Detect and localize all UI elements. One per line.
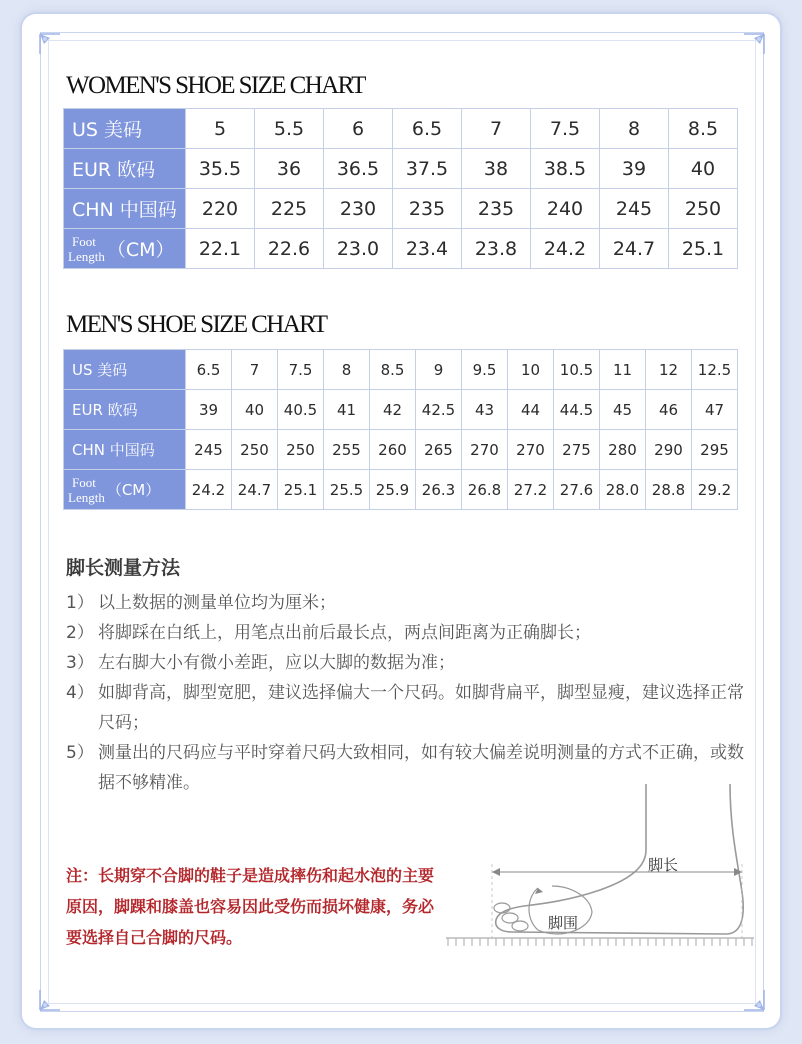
size-cell: 44.5: [554, 390, 600, 430]
size-cell: 38.5: [531, 149, 600, 189]
women-size-table: [63, 108, 738, 269]
size-cell: 27.2: [508, 470, 554, 510]
foot-word: Foot: [72, 233, 96, 249]
table-row: [64, 109, 738, 149]
table-row: [64, 229, 738, 269]
size-cell: 22.6: [255, 229, 324, 269]
size-cell: 46: [646, 390, 692, 430]
warning-note: 注：长期穿不合脚的鞋子是造成摔伤和起水泡的主要原因，脚踝和膝盖也容易因此受伤而损坏健康，务必要选择自己合脚的尺码。: [66, 866, 435, 947]
foot-length-label: 脚长: [648, 856, 679, 874]
size-cell: 7.5: [531, 109, 600, 149]
size-cell: 235: [393, 189, 462, 229]
corner-ornament-icon: [740, 30, 768, 58]
size-cell: 24.7: [600, 229, 669, 269]
size-cell: 28.0: [600, 470, 646, 510]
size-cell: 44: [508, 390, 554, 430]
size-cell: 23.0: [324, 229, 393, 269]
row-header: US 美码: [64, 350, 186, 390]
size-cell: 47: [692, 390, 738, 430]
length-word: Length: [68, 489, 105, 505]
size-cell: 12: [646, 350, 692, 390]
list-item: [66, 678, 746, 738]
size-cell: 39: [186, 390, 232, 430]
size-cell: 260: [370, 430, 416, 470]
men-chart-title: MEN'S SHOE SIZE CHART: [66, 311, 327, 338]
row-header: CHN 中国码: [64, 189, 186, 229]
size-cell: 250: [278, 430, 324, 470]
women-chart-title: WOMEN'S SHOE SIZE CHART: [66, 72, 365, 99]
size-cell: 8.5: [669, 109, 738, 149]
size-cell: 36.5: [324, 149, 393, 189]
size-cell: 9.5: [462, 350, 508, 390]
table-row: [64, 189, 738, 229]
foot-girth-label: 脚围: [548, 914, 579, 932]
size-cell: 235: [462, 189, 531, 229]
size-cell: 24.2: [186, 470, 232, 510]
table-row: [64, 470, 738, 510]
size-cell: 25.5: [324, 470, 370, 510]
size-cell: 8.5: [370, 350, 416, 390]
size-cell: 42.5: [416, 390, 462, 430]
size-cell: 28.8: [646, 470, 692, 510]
table-row: [64, 390, 738, 430]
size-cell: 22.1: [186, 229, 255, 269]
table-row: [64, 149, 738, 189]
size-cell: 225: [255, 189, 324, 229]
size-cell: 9: [416, 350, 462, 390]
size-cell: 6.5: [393, 109, 462, 149]
row-header: US 美码: [64, 109, 186, 149]
size-cell: 10.5: [554, 350, 600, 390]
size-cell: 40: [669, 149, 738, 189]
item-number: 4）: [66, 683, 94, 703]
item-text: 以上数据的测量单位均为厘米；: [98, 593, 336, 613]
item-text: 如脚背高，脚型宽肥，建议选择偏大一个尺码。如脚背扁平，脚型显瘦，建议选择正常尺码；: [98, 683, 744, 733]
table-row: [64, 430, 738, 470]
foot-measure-illustration: [440, 780, 760, 960]
item-text: 测量出的尺码应与平时穿着尺码大致相同，如有较大偏差说明测量的方式不正确，或数据不够精准。: [98, 743, 744, 793]
measurement-heading: 脚长测量方法: [66, 557, 181, 579]
size-cell: 290: [646, 430, 692, 470]
row-header: CHN 中国码: [64, 430, 186, 470]
size-cell: 39: [600, 149, 669, 189]
size-cell: 43: [462, 390, 508, 430]
size-cell: 42: [370, 390, 416, 430]
row-header: EUR 欧码: [64, 149, 186, 189]
size-cell: 295: [692, 430, 738, 470]
size-cell: 41: [324, 390, 370, 430]
size-cell: 265: [416, 430, 462, 470]
size-cell: 6: [324, 109, 393, 149]
foot-length-word: [68, 233, 105, 264]
foot-word: Foot: [72, 474, 96, 490]
size-cell: 250: [232, 430, 278, 470]
size-cell: 11: [600, 350, 646, 390]
item-text: 将脚踩在白纸上，用笔点出前后最长点，两点间距离为正确脚长；: [98, 623, 591, 643]
table-row: [64, 350, 738, 390]
foot-length-word: [68, 474, 105, 505]
size-cell: 5: [186, 109, 255, 149]
size-cell: 230: [324, 189, 393, 229]
size-cell: 7: [462, 109, 531, 149]
item-number: 5）: [66, 743, 94, 763]
size-cell: 7.5: [278, 350, 324, 390]
size-cell: 5.5: [255, 109, 324, 149]
size-cell: 250: [669, 189, 738, 229]
size-cell: 37.5: [393, 149, 462, 189]
size-cell: 38: [462, 149, 531, 189]
length-word: Length: [68, 248, 105, 264]
item-number: 2）: [66, 623, 94, 643]
row-header: EUR 欧码: [64, 390, 186, 430]
size-cell: 245: [600, 189, 669, 229]
size-cell: 24.2: [531, 229, 600, 269]
size-cell: 26.8: [462, 470, 508, 510]
size-cell: 245: [186, 430, 232, 470]
item-text: 左右脚大小有微小差距，应以大脚的数据为准；: [98, 653, 455, 673]
corner-ornament-icon: [36, 30, 64, 58]
size-cell: 40: [232, 390, 278, 430]
unit-label: （CM）: [106, 481, 161, 499]
corner-ornament-icon: [740, 986, 768, 1014]
size-cell: 240: [531, 189, 600, 229]
size-cell: 35.5: [186, 149, 255, 189]
size-cell: 10: [508, 350, 554, 390]
corner-ornament-icon: [36, 986, 64, 1014]
row-header-foot-length: [64, 229, 186, 269]
size-cell: 220: [186, 189, 255, 229]
size-cell: 270: [508, 430, 554, 470]
list-item: [66, 618, 746, 648]
unit-label: （CM）: [106, 239, 175, 261]
row-header-foot-length: [64, 470, 186, 510]
size-cell: 36: [255, 149, 324, 189]
item-number: 1）: [66, 593, 94, 613]
size-cell: 25.1: [278, 470, 324, 510]
size-cell: 40.5: [278, 390, 324, 430]
size-cell: 280: [600, 430, 646, 470]
size-cell: 23.4: [393, 229, 462, 269]
size-cell: 8: [600, 109, 669, 149]
size-cell: 24.7: [232, 470, 278, 510]
men-size-table: [63, 349, 738, 510]
size-cell: 255: [324, 430, 370, 470]
item-number: 3）: [66, 653, 94, 673]
list-item: [66, 648, 746, 678]
measurement-instructions: [66, 553, 746, 798]
size-cell: 25.1: [669, 229, 738, 269]
size-cell: 270: [462, 430, 508, 470]
size-cell: 275: [554, 430, 600, 470]
size-cell: 23.8: [462, 229, 531, 269]
size-cell: 26.3: [416, 470, 462, 510]
size-cell: 12.5: [692, 350, 738, 390]
size-cell: 8: [324, 350, 370, 390]
size-cell: 27.6: [554, 470, 600, 510]
list-item: [66, 588, 746, 618]
size-cell: 7: [232, 350, 278, 390]
size-cell: 45: [600, 390, 646, 430]
size-cell: 25.9: [370, 470, 416, 510]
size-cell: 29.2: [692, 470, 738, 510]
size-cell: 6.5: [186, 350, 232, 390]
